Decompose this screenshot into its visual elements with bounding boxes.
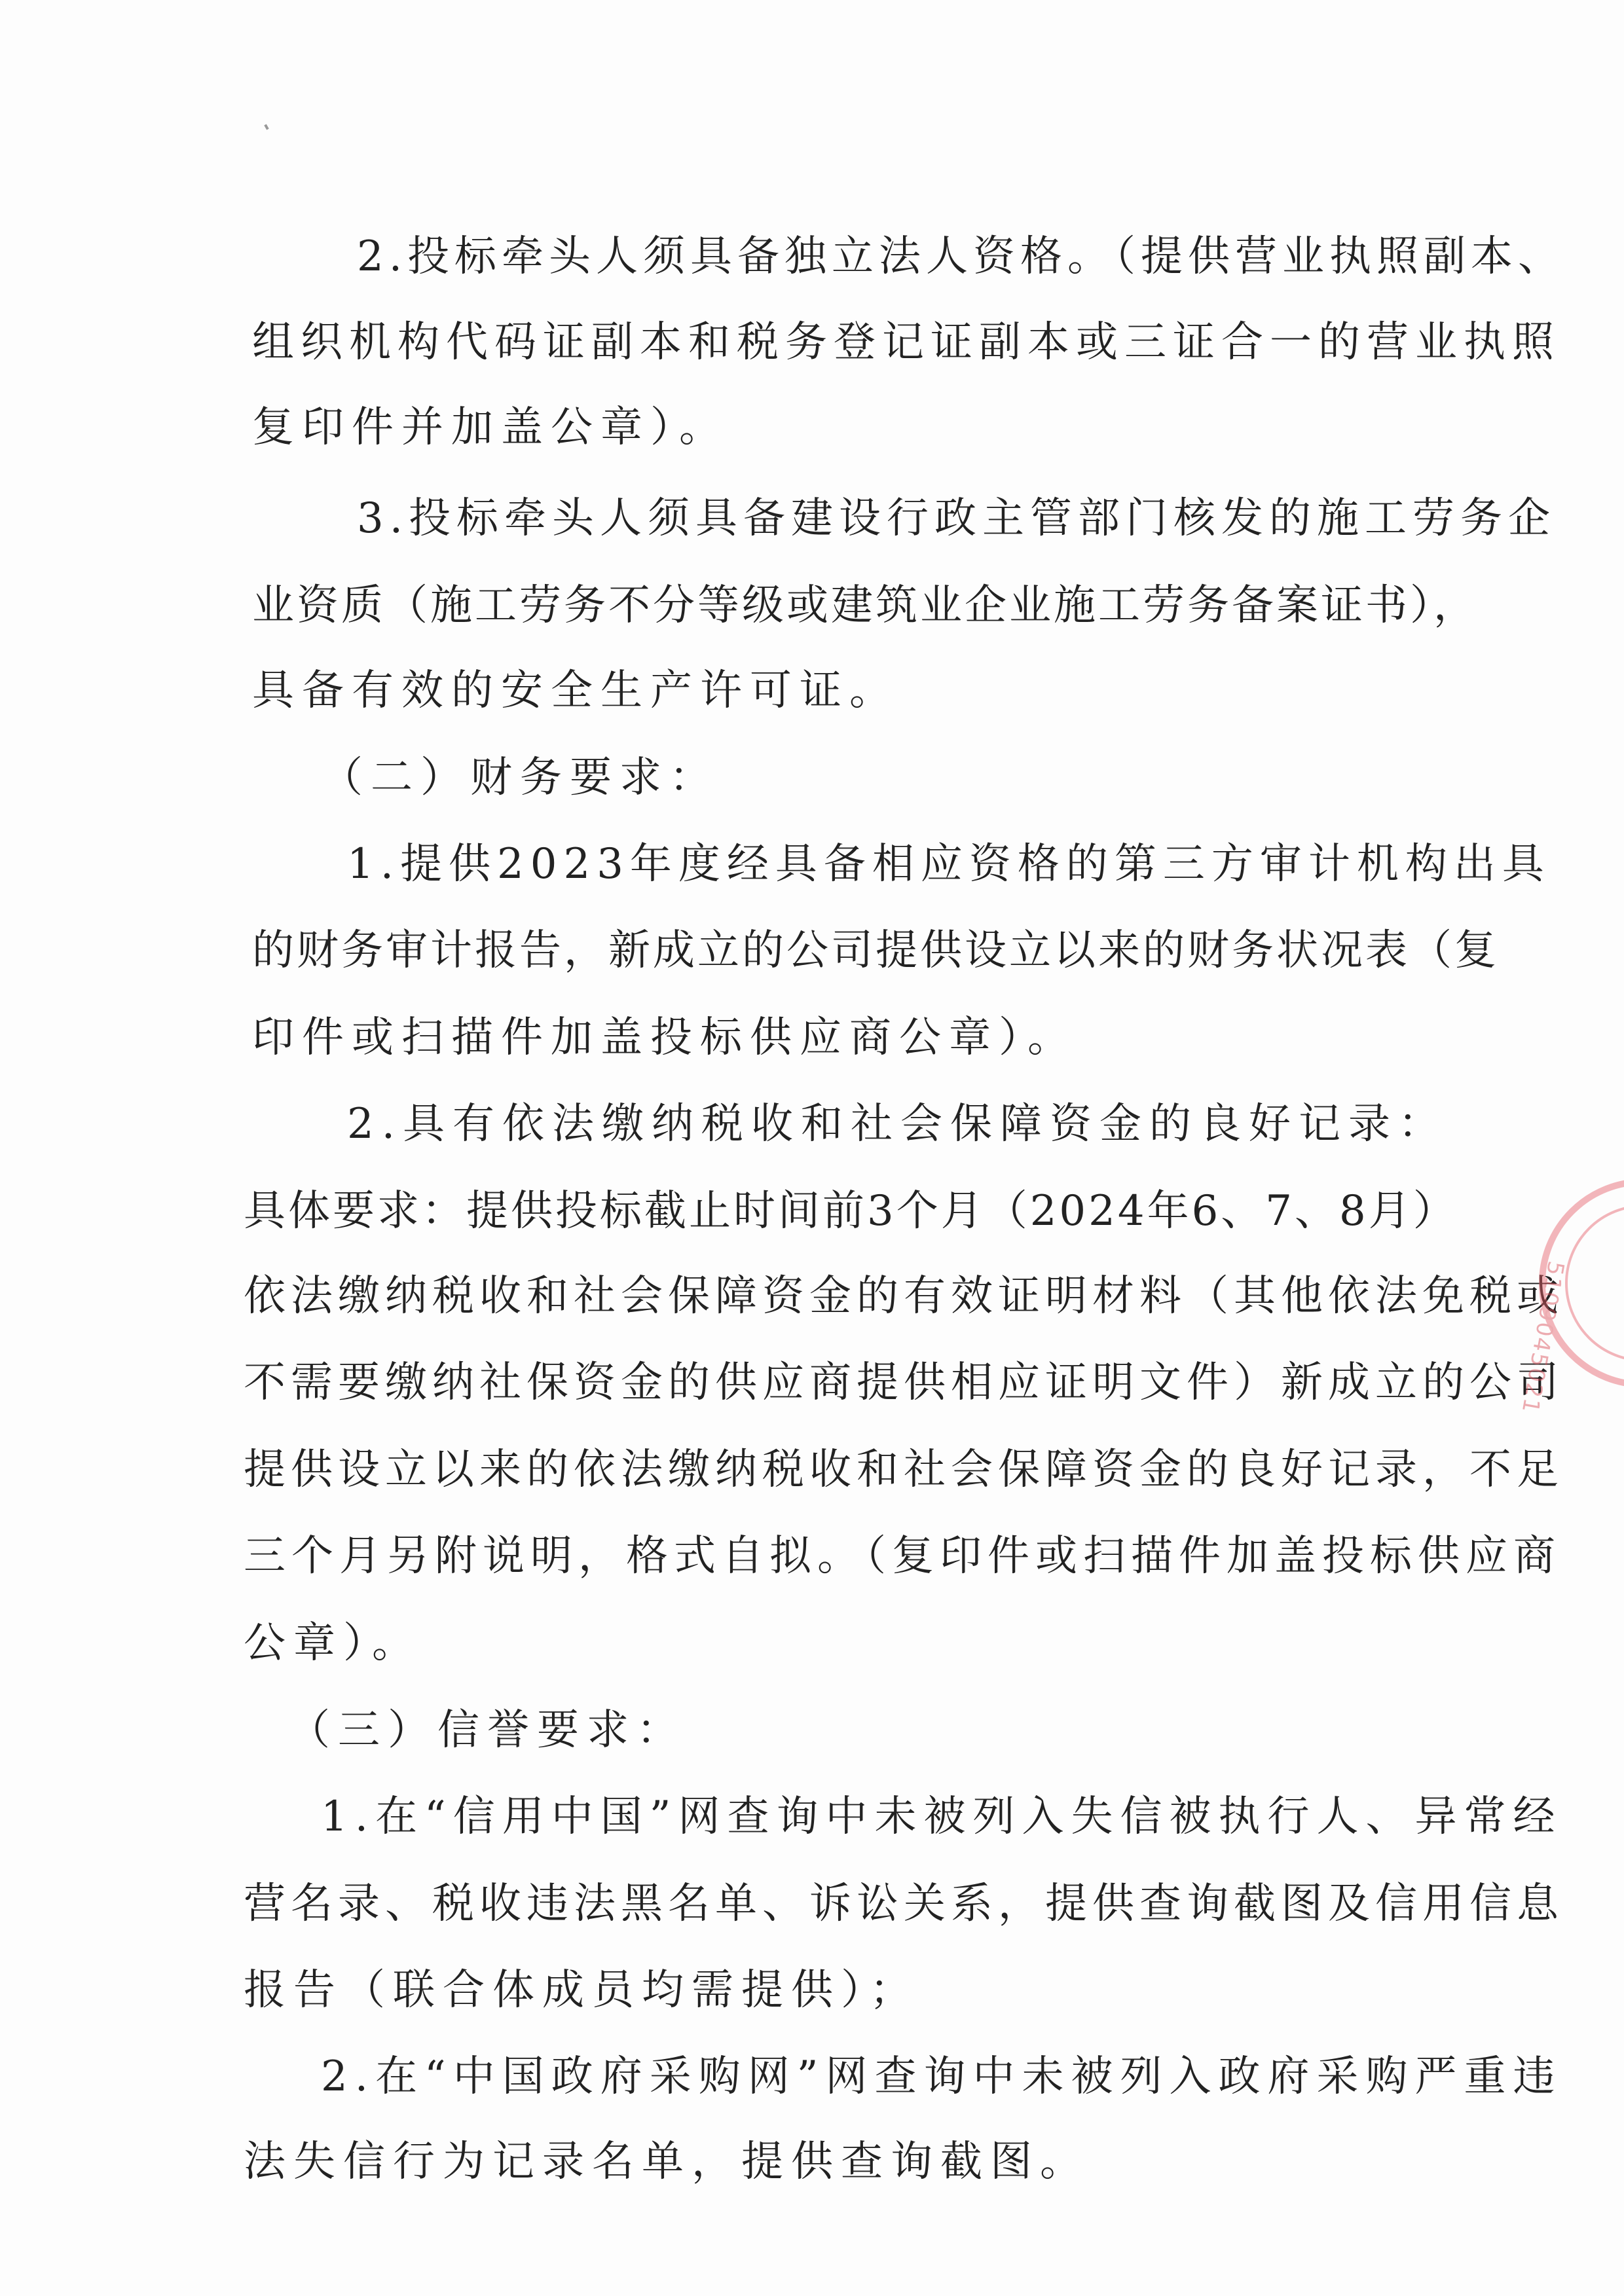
para-item-2-line-3: 复印件并加盖公章）。 (252, 403, 729, 452)
para-credit-1-line-1: 1.在“信用中国”网查询中未被列入失信被执行人、异常经 (321, 1793, 1562, 1841)
para-item-2-line-2: 组织机构代码证副本和税务登记证副本或三证合一的营业执照 (252, 318, 1560, 367)
seal-number: 5109045021 (1516, 1259, 1569, 1416)
seal-inner-ring (1565, 1205, 1624, 1362)
section-heading-credit: （三）信誉要求： (288, 1706, 686, 1755)
red-seal-stamp (1516, 1178, 1624, 1416)
para-finance-2-line-1: 2.具有依法缴纳税收和社会保障资金的良好记录： (347, 1100, 1449, 1148)
para-credit-1-line-3: 报告（联合体成员均需提供）； (244, 1966, 919, 2014)
para-credit-2-line-2: 法失信行为记录名单，提供查询截图。 (244, 2138, 1090, 2186)
para-finance-1-line-1: 1.提供2023年度经具备相应资格的第三方审计机构出具 (347, 840, 1551, 888)
para-credit-2-line-1: 2.在“中国政府采购网”网查询中未被列入政府采购严重违 (321, 2052, 1562, 2101)
para-item-3-line-2: 业资质（施工劳务不分等级或建筑业企业施工劳务备案证书）， (252, 581, 1478, 630)
para-item-2-line-1: 2.投标牵头人须具备独立法人资格。（提供营业执照副本、 (357, 232, 1566, 281)
para-finance-1-line-3: 印件或扫描件加盖投标供应商公章）。 (252, 1013, 1077, 1062)
para-finance-2-line-5: 提供设立以来的依法缴纳税收和社会保障资金的良好记录，不足 (244, 1446, 1564, 1494)
para-finance-2-line-2: 具体要求：提供投标截止时间前3个月（2024年6、7、8月） (244, 1187, 1458, 1235)
para-finance-2-line-3: 依法缴纳税收和社会保障资金的有效证明材料（其他依法免税或 (244, 1272, 1564, 1321)
scan-speck (264, 124, 268, 130)
para-finance-2-line-6: 三个月另附说明，格式自拟。（复印件或扫描件加盖投标供应商 (244, 1532, 1561, 1580)
para-credit-1-line-2: 营名录、税收违法黑名单、诉讼关系，提供查询截图及信用信息 (244, 1880, 1564, 1928)
section-heading-finance: （二）财务要求： (321, 754, 719, 802)
para-finance-2-line-4: 不需要缴纳社保资金的供应商提供相应证明文件）新成立的公司 (244, 1358, 1564, 1407)
para-finance-2-line-7: 公章）。 (244, 1619, 422, 1667)
para-item-3-line-3: 具备有效的安全生产许可证。 (252, 666, 899, 715)
para-item-3-line-1: 3.投标牵头人须具备建设行政主管部门核发的施工劳务企 (357, 494, 1557, 543)
para-finance-1-line-2: 的财务审计报告，新成立的公司提供设立以来的财务状况表（复 (252, 926, 1499, 975)
